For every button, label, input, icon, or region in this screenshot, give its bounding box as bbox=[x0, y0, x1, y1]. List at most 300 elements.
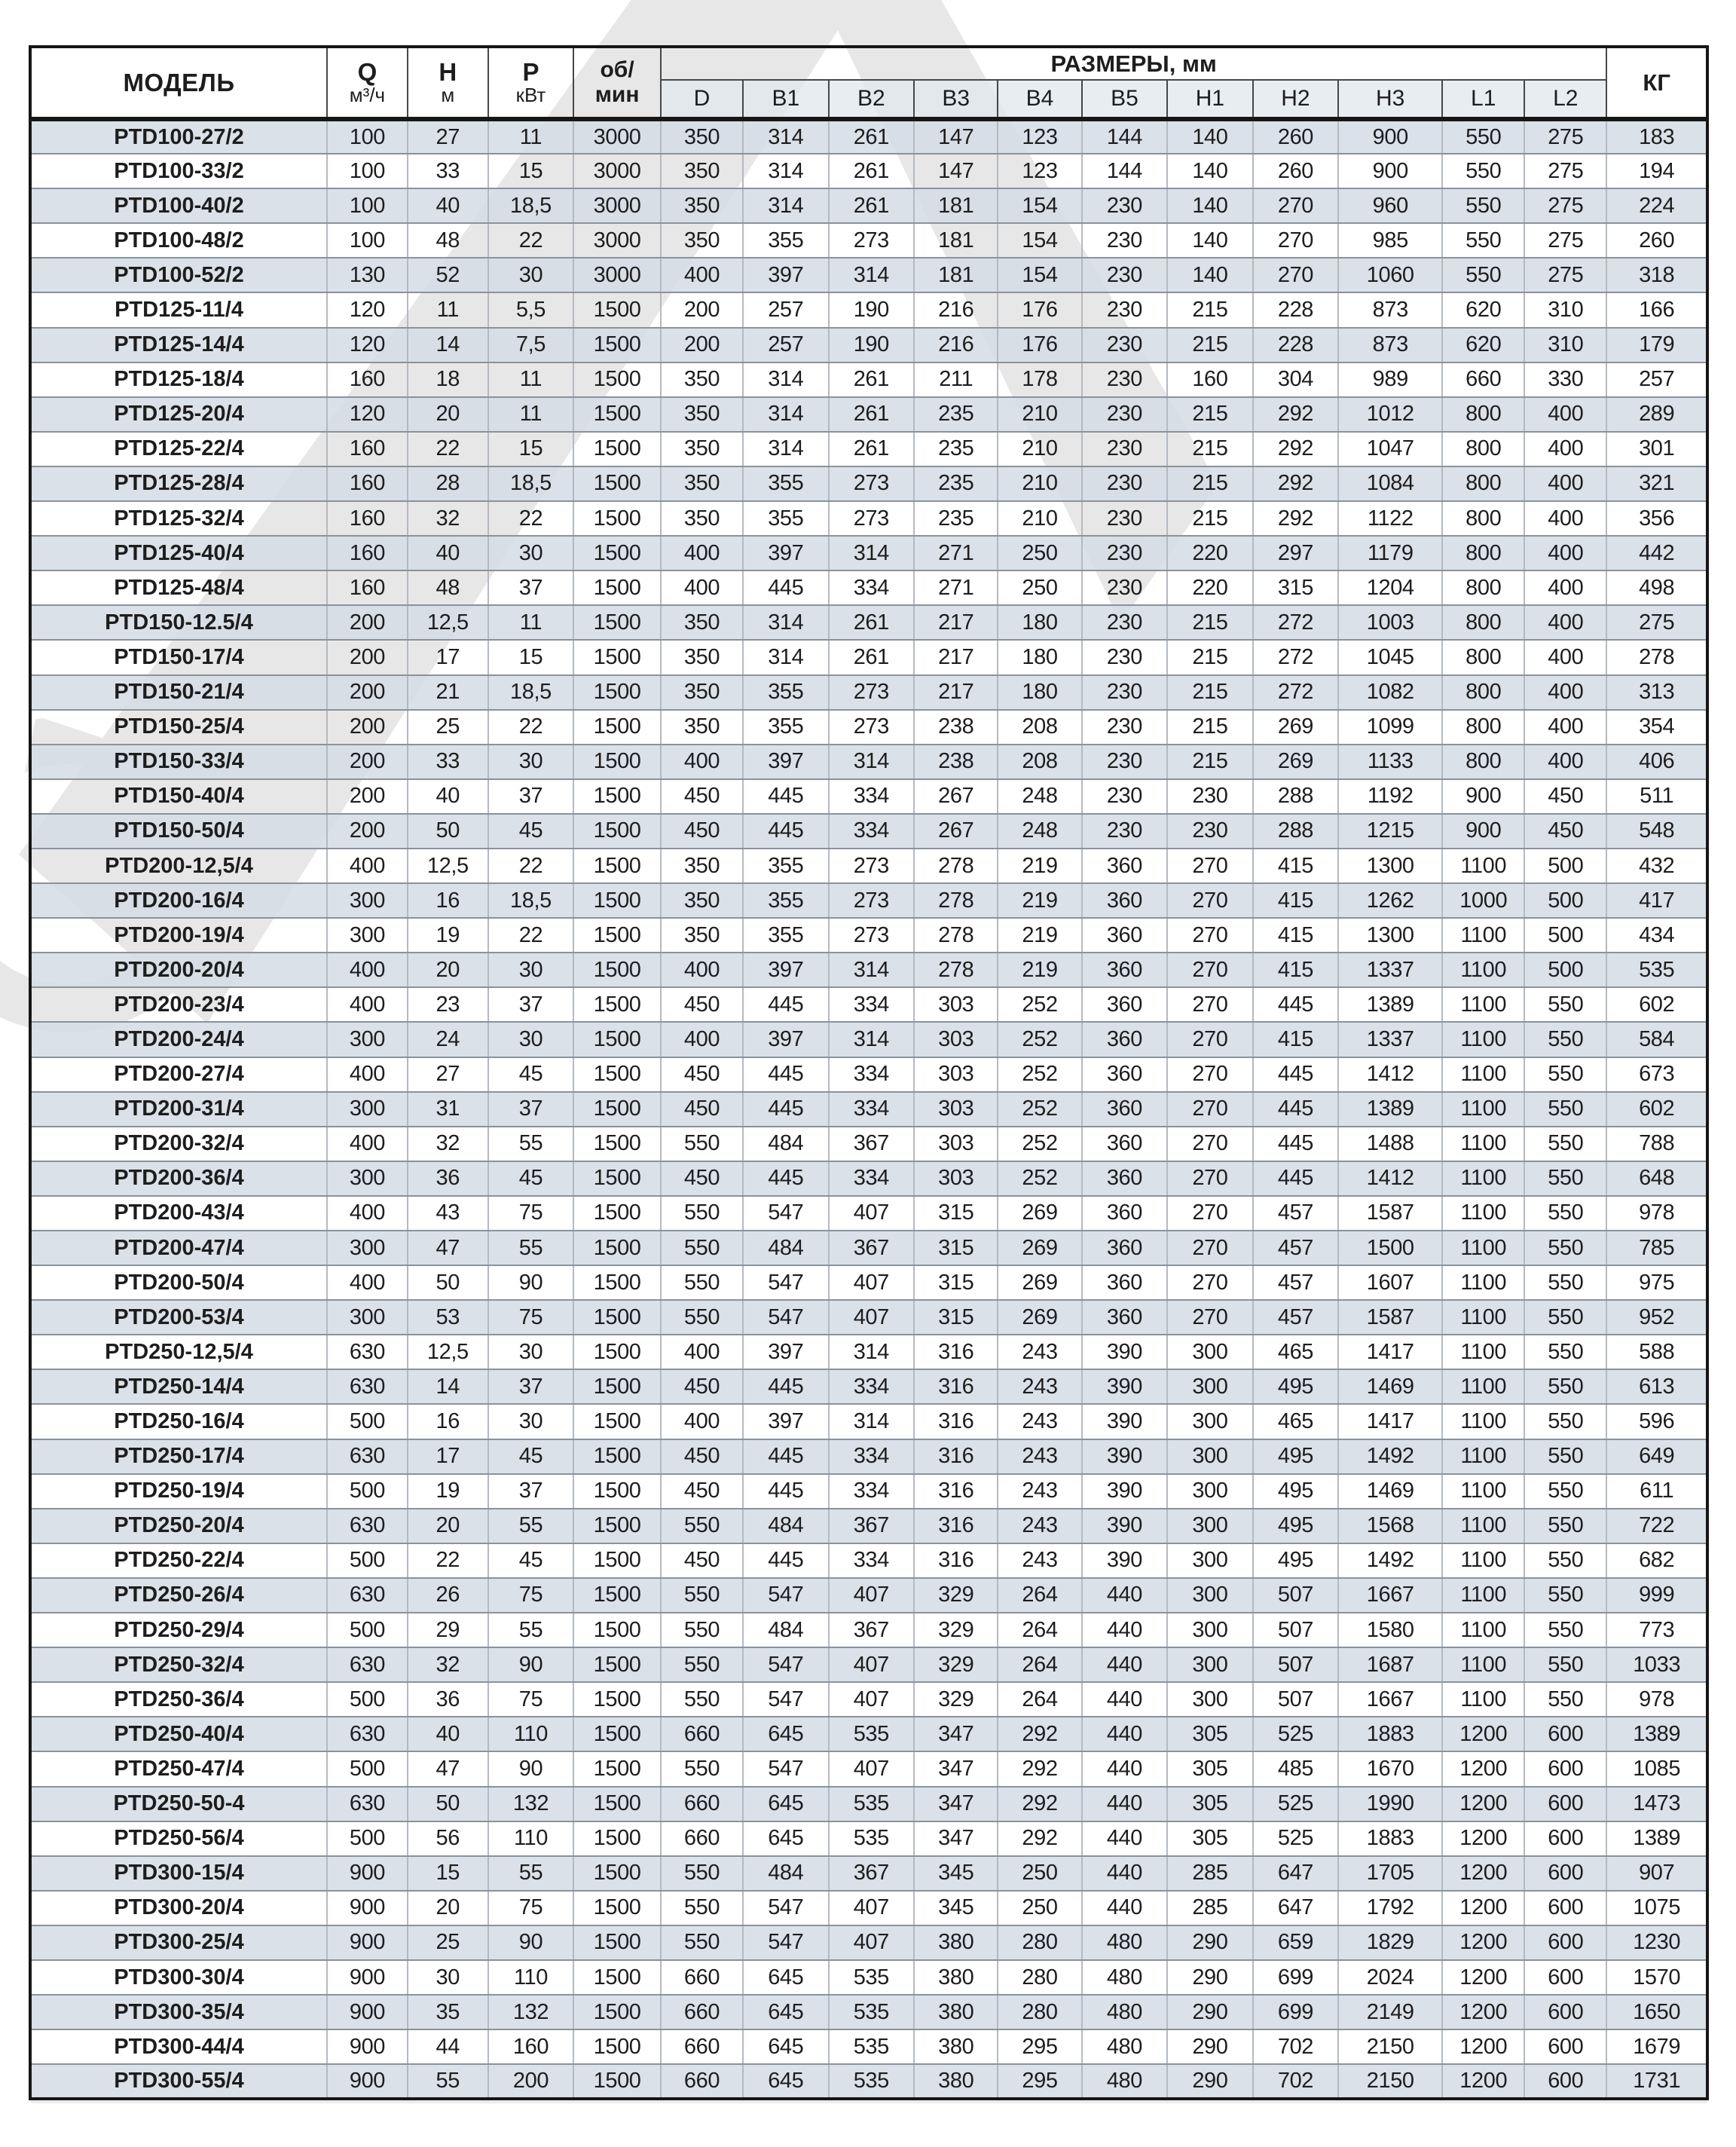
value-cell: 32 bbox=[408, 1647, 488, 1682]
table-row bbox=[30, 1196, 1707, 1231]
value-cell: 630 bbox=[327, 1717, 408, 1751]
value-cell: 45 bbox=[488, 1439, 574, 1474]
value-cell: 525 bbox=[1253, 1821, 1339, 1856]
value-cell: 289 bbox=[1606, 397, 1707, 432]
value-cell: 55 bbox=[488, 1231, 574, 1265]
value-cell: 450 bbox=[661, 1092, 743, 1127]
value-cell: 273 bbox=[829, 849, 915, 883]
value-cell: 252 bbox=[998, 1022, 1081, 1057]
value-cell: 535 bbox=[1606, 953, 1707, 987]
value-cell: 1500 bbox=[573, 1578, 661, 1613]
value-cell: 659 bbox=[1253, 1925, 1339, 1960]
value-cell: 355 bbox=[743, 710, 829, 745]
value-cell: 406 bbox=[1606, 745, 1707, 779]
value-cell: 630 bbox=[327, 1647, 408, 1682]
value-cell: 800 bbox=[1442, 466, 1524, 501]
value-cell: 110 bbox=[488, 1717, 574, 1751]
value-cell: 1500 bbox=[573, 1161, 661, 1196]
value-cell: 434 bbox=[1606, 918, 1707, 953]
value-cell: 75 bbox=[488, 1891, 574, 1925]
value-cell: 550 bbox=[1524, 1196, 1606, 1231]
table-row bbox=[30, 1057, 1707, 1092]
value-cell: 90 bbox=[488, 1647, 574, 1682]
value-cell: 190 bbox=[829, 292, 915, 327]
value-cell: 602 bbox=[1606, 987, 1707, 1022]
value-cell: 1500 bbox=[573, 466, 661, 501]
value-cell: 90 bbox=[488, 1265, 574, 1300]
value-cell: 660 bbox=[661, 2029, 743, 2064]
value-cell: 355 bbox=[743, 675, 829, 710]
value-cell: 620 bbox=[1442, 328, 1524, 362]
value-cell: 90 bbox=[488, 1925, 574, 1960]
value-cell: 230 bbox=[1082, 745, 1168, 779]
table-row bbox=[30, 570, 1707, 605]
value-cell: 390 bbox=[1082, 1439, 1168, 1474]
value-cell: 445 bbox=[743, 1543, 829, 1578]
value-cell: 228 bbox=[1253, 292, 1339, 327]
value-cell: 1670 bbox=[1338, 1751, 1442, 1786]
value-cell: 445 bbox=[743, 1161, 829, 1196]
value-cell: 252 bbox=[998, 987, 1081, 1022]
value-cell: 37 bbox=[488, 779, 574, 814]
value-cell: 495 bbox=[1253, 1369, 1339, 1404]
value-cell: 238 bbox=[914, 745, 998, 779]
value-cell: 318 bbox=[1606, 258, 1707, 292]
value-cell: 1417 bbox=[1338, 1335, 1442, 1369]
value-cell: 1100 bbox=[1442, 953, 1524, 987]
value-cell: 511 bbox=[1606, 779, 1707, 814]
value-cell: 800 bbox=[1442, 675, 1524, 710]
value-cell: 445 bbox=[743, 1474, 829, 1509]
value-cell: 400 bbox=[661, 953, 743, 987]
value-cell: 660 bbox=[661, 1960, 743, 1995]
h-symbol: Н bbox=[439, 57, 457, 86]
value-cell: 1100 bbox=[1442, 1404, 1524, 1439]
table-row bbox=[30, 918, 1707, 953]
value-cell: 1075 bbox=[1606, 1891, 1707, 1925]
value-cell: 215 bbox=[1167, 397, 1253, 432]
value-cell: 350 bbox=[661, 710, 743, 745]
value-cell: 445 bbox=[1253, 1161, 1339, 1196]
table-row bbox=[30, 1161, 1707, 1196]
value-cell: 500 bbox=[327, 1751, 408, 1786]
value-cell: 550 bbox=[1442, 119, 1524, 154]
value-cell: 316 bbox=[914, 1335, 998, 1369]
value-cell: 230 bbox=[1082, 292, 1168, 327]
value-cell: 267 bbox=[914, 814, 998, 849]
value-cell: 600 bbox=[1524, 2029, 1606, 2064]
value-cell: 301 bbox=[1606, 432, 1707, 466]
value-cell: 1412 bbox=[1338, 1161, 1442, 1196]
value-cell: 390 bbox=[1082, 1474, 1168, 1509]
table-row bbox=[30, 188, 1707, 223]
value-cell: 350 bbox=[661, 188, 743, 223]
value-cell: 22 bbox=[488, 223, 574, 258]
value-cell: 144 bbox=[1082, 119, 1168, 154]
value-cell: 270 bbox=[1167, 1057, 1253, 1092]
value-cell: 36 bbox=[408, 1682, 488, 1717]
value-cell: 123 bbox=[998, 154, 1081, 188]
value-cell: 183 bbox=[1606, 119, 1707, 154]
value-cell: 50 bbox=[408, 814, 488, 849]
table-row bbox=[30, 1682, 1707, 1717]
value-cell: 415 bbox=[1253, 953, 1339, 987]
value-cell: 230 bbox=[1082, 432, 1168, 466]
value-cell: 30 bbox=[488, 536, 574, 570]
table-row bbox=[30, 119, 1707, 154]
value-cell: 535 bbox=[829, 1821, 915, 1856]
value-cell: 407 bbox=[829, 1196, 915, 1231]
value-cell: 16 bbox=[408, 1404, 488, 1439]
value-cell: 1084 bbox=[1338, 466, 1442, 501]
value-cell: 445 bbox=[1253, 1127, 1339, 1161]
value-cell: 550 bbox=[1524, 1474, 1606, 1509]
value-cell: 261 bbox=[829, 119, 915, 154]
value-cell: 360 bbox=[1082, 883, 1168, 918]
value-cell: 334 bbox=[829, 1369, 915, 1404]
value-cell: 457 bbox=[1253, 1265, 1339, 1300]
value-cell: 15 bbox=[488, 432, 574, 466]
model-cell: PTD100-27/2 bbox=[30, 119, 327, 154]
value-cell: 440 bbox=[1082, 1717, 1168, 1751]
model-cell: PTD200-36/4 bbox=[30, 1161, 327, 1196]
value-cell: 1469 bbox=[1338, 1474, 1442, 1509]
value-cell: 507 bbox=[1253, 1613, 1339, 1647]
value-cell: 32 bbox=[408, 501, 488, 536]
value-cell: 321 bbox=[1606, 466, 1707, 501]
value-cell: 243 bbox=[998, 1439, 1081, 1474]
value-cell: 35 bbox=[408, 1995, 488, 2029]
value-cell: 1500 bbox=[573, 1682, 661, 1717]
value-cell: 215 bbox=[1167, 292, 1253, 327]
value-cell: 1500 bbox=[573, 1127, 661, 1161]
value-cell: 243 bbox=[998, 1404, 1081, 1439]
value-cell: 269 bbox=[998, 1196, 1081, 1231]
value-cell: 1100 bbox=[1442, 1335, 1524, 1369]
value-cell: 270 bbox=[1167, 1265, 1253, 1300]
value-cell: 7,5 bbox=[488, 328, 574, 362]
value-cell: 314 bbox=[829, 1335, 915, 1369]
value-cell: 407 bbox=[829, 1751, 915, 1786]
value-cell: 1500 bbox=[573, 292, 661, 327]
model-cell: PTD150-40/4 bbox=[30, 779, 327, 814]
value-cell: 11 bbox=[488, 605, 574, 640]
value-cell: 243 bbox=[998, 1509, 1081, 1543]
value-cell: 334 bbox=[829, 1543, 915, 1578]
value-cell: 355 bbox=[743, 883, 829, 918]
value-cell: 200 bbox=[327, 675, 408, 710]
value-cell: 45 bbox=[488, 1161, 574, 1196]
value-cell: 390 bbox=[1082, 1369, 1168, 1404]
value-cell: 270 bbox=[1167, 987, 1253, 1022]
model-cell: PTD300-55/4 bbox=[30, 2064, 327, 2099]
value-cell: 292 bbox=[1253, 397, 1339, 432]
value-cell: 22 bbox=[488, 710, 574, 745]
value-cell: 316 bbox=[914, 1474, 998, 1509]
value-cell: 600 bbox=[1524, 1995, 1606, 2029]
value-cell: 500 bbox=[1524, 918, 1606, 953]
value-cell: 1500 bbox=[573, 536, 661, 570]
value-cell: 648 bbox=[1606, 1161, 1707, 1196]
value-cell: 450 bbox=[661, 1543, 743, 1578]
table-row bbox=[30, 814, 1707, 849]
model-cell: PTD200-12,5/4 bbox=[30, 849, 327, 883]
value-cell: 547 bbox=[743, 1265, 829, 1300]
model-cell: PTD250-16/4 bbox=[30, 1404, 327, 1439]
value-cell: 600 bbox=[1524, 1821, 1606, 1856]
value-cell: 278 bbox=[1606, 640, 1707, 674]
value-cell: 400 bbox=[1524, 432, 1606, 466]
value-cell: 48 bbox=[408, 570, 488, 605]
value-cell: 300 bbox=[1167, 1369, 1253, 1404]
value-cell: 261 bbox=[829, 605, 915, 640]
value-cell: 400 bbox=[1524, 675, 1606, 710]
value-cell: 397 bbox=[743, 258, 829, 292]
value-cell: 300 bbox=[1167, 1613, 1253, 1647]
value-cell: 1337 bbox=[1338, 953, 1442, 987]
value-cell: 1500 bbox=[573, 1196, 661, 1231]
value-cell: 367 bbox=[829, 1856, 915, 1891]
value-cell: 267 bbox=[914, 779, 998, 814]
table-row bbox=[30, 987, 1707, 1022]
value-cell: 645 bbox=[743, 1717, 829, 1751]
value-cell: 367 bbox=[829, 1509, 915, 1543]
value-cell: 800 bbox=[1442, 605, 1524, 640]
value-cell: 360 bbox=[1082, 849, 1168, 883]
table-row bbox=[30, 1404, 1707, 1439]
column-header-p bbox=[488, 47, 574, 119]
value-cell: 1389 bbox=[1338, 987, 1442, 1022]
table-row bbox=[30, 710, 1707, 745]
value-cell: 800 bbox=[1442, 501, 1524, 536]
value-cell: 550 bbox=[1524, 1127, 1606, 1161]
value-cell: 32 bbox=[408, 1127, 488, 1161]
value-cell: 550 bbox=[1442, 154, 1524, 188]
value-cell: 275 bbox=[1524, 258, 1606, 292]
value-cell: 1100 bbox=[1442, 1161, 1524, 1196]
value-cell: 1003 bbox=[1338, 605, 1442, 640]
model-cell: PTD300-44/4 bbox=[30, 2029, 327, 2064]
model-cell: PTD125-11/4 bbox=[30, 292, 327, 327]
value-cell: 16 bbox=[408, 883, 488, 918]
value-cell: 305 bbox=[1167, 1787, 1253, 1821]
value-cell: 347 bbox=[914, 1717, 998, 1751]
value-cell: 722 bbox=[1606, 1509, 1707, 1543]
value-cell: 176 bbox=[998, 292, 1081, 327]
value-cell: 300 bbox=[327, 918, 408, 953]
value-cell: 292 bbox=[998, 1821, 1081, 1856]
value-cell: 550 bbox=[1524, 1682, 1606, 1717]
model-cell: PTD250-26/4 bbox=[30, 1578, 327, 1613]
value-cell: 200 bbox=[661, 292, 743, 327]
value-cell: 500 bbox=[1524, 883, 1606, 918]
value-cell: 1100 bbox=[1442, 1543, 1524, 1578]
value-cell: 230 bbox=[1082, 466, 1168, 501]
value-cell: 380 bbox=[914, 1925, 998, 1960]
value-cell: 278 bbox=[914, 883, 998, 918]
value-cell: 75 bbox=[488, 1196, 574, 1231]
value-cell: 550 bbox=[1524, 1335, 1606, 1369]
value-cell: 485 bbox=[1253, 1751, 1339, 1786]
value-cell: 132 bbox=[488, 1787, 574, 1821]
value-cell: 600 bbox=[1524, 1717, 1606, 1751]
value-cell: 45 bbox=[488, 1543, 574, 1578]
value-cell: 1500 bbox=[573, 1022, 661, 1057]
value-cell: 355 bbox=[743, 501, 829, 536]
value-cell: 140 bbox=[1167, 154, 1253, 188]
model-cell: PTD250-29/4 bbox=[30, 1613, 327, 1647]
value-cell: 360 bbox=[1082, 1300, 1168, 1335]
value-cell: 314 bbox=[829, 536, 915, 570]
value-cell: 1200 bbox=[1442, 1925, 1524, 1960]
value-cell: 550 bbox=[1524, 1369, 1606, 1404]
value-cell: 176 bbox=[998, 328, 1081, 362]
value-cell: 350 bbox=[661, 849, 743, 883]
value-cell: 1100 bbox=[1442, 849, 1524, 883]
value-cell: 1100 bbox=[1442, 1092, 1524, 1127]
table-row bbox=[30, 1891, 1707, 1925]
size-column-header-h1: H1 bbox=[1167, 80, 1253, 119]
value-cell: 480 bbox=[1082, 1925, 1168, 1960]
value-cell: 440 bbox=[1082, 1891, 1168, 1925]
value-cell: 297 bbox=[1253, 536, 1339, 570]
value-cell: 270 bbox=[1253, 258, 1339, 292]
value-cell: 873 bbox=[1338, 328, 1442, 362]
model-cell: PTD250-56/4 bbox=[30, 1821, 327, 1856]
model-cell: PTD300-35/4 bbox=[30, 1995, 327, 2029]
value-cell: 873 bbox=[1338, 292, 1442, 327]
value-cell: 278 bbox=[914, 849, 998, 883]
value-cell: 23 bbox=[408, 987, 488, 1022]
value-cell: 450 bbox=[661, 1474, 743, 1509]
value-cell: 264 bbox=[998, 1682, 1081, 1717]
value-cell: 292 bbox=[1253, 501, 1339, 536]
model-cell: PTD250-50-4 bbox=[30, 1787, 327, 1821]
value-cell: 334 bbox=[829, 814, 915, 849]
value-cell: 400 bbox=[327, 987, 408, 1022]
value-cell: 248 bbox=[998, 814, 1081, 849]
value-cell: 380 bbox=[914, 2064, 998, 2099]
model-cell: PTD200-20/4 bbox=[30, 953, 327, 987]
value-cell: 1667 bbox=[1338, 1682, 1442, 1717]
value-cell: 216 bbox=[914, 292, 998, 327]
value-cell: 647 bbox=[1253, 1856, 1339, 1891]
value-cell: 257 bbox=[743, 292, 829, 327]
value-cell: 360 bbox=[1082, 1022, 1168, 1057]
model-cell: PTD250-47/4 bbox=[30, 1751, 327, 1786]
value-cell: 248 bbox=[998, 779, 1081, 814]
value-cell: 12,5 bbox=[408, 1335, 488, 1369]
model-cell: PTD150-25/4 bbox=[30, 710, 327, 745]
value-cell: 350 bbox=[661, 154, 743, 188]
value-cell: 200 bbox=[327, 640, 408, 674]
value-cell: 1100 bbox=[1442, 1057, 1524, 1092]
value-cell: 1500 bbox=[573, 779, 661, 814]
model-cell: PTD150-21/4 bbox=[30, 675, 327, 710]
value-cell: 1100 bbox=[1442, 1647, 1524, 1682]
model-cell: PTD100-40/2 bbox=[30, 188, 327, 223]
value-cell: 19 bbox=[408, 918, 488, 953]
p-unit: кВт bbox=[515, 84, 546, 107]
value-cell: 132 bbox=[488, 1995, 574, 2029]
value-cell: 550 bbox=[1524, 987, 1606, 1022]
value-cell: 110 bbox=[488, 1960, 574, 1995]
value-cell: 535 bbox=[829, 2064, 915, 2099]
value-cell: 230 bbox=[1082, 640, 1168, 674]
value-cell: 550 bbox=[1524, 1022, 1606, 1057]
value-cell: 314 bbox=[829, 745, 915, 779]
value-cell: 230 bbox=[1082, 710, 1168, 745]
value-cell: 400 bbox=[327, 1127, 408, 1161]
value-cell: 397 bbox=[743, 1022, 829, 1057]
model-cell: PTD100-48/2 bbox=[30, 223, 327, 258]
value-cell: 303 bbox=[914, 987, 998, 1022]
table-row bbox=[30, 328, 1707, 362]
value-cell: 215 bbox=[1167, 675, 1253, 710]
value-cell: 334 bbox=[829, 1474, 915, 1509]
value-cell: 50 bbox=[408, 1787, 488, 1821]
table-row bbox=[30, 883, 1707, 918]
value-cell: 5,5 bbox=[488, 292, 574, 327]
column-header-rpm bbox=[573, 47, 661, 119]
value-cell: 450 bbox=[661, 1057, 743, 1092]
value-cell: 550 bbox=[661, 1856, 743, 1891]
value-cell: 288 bbox=[1253, 779, 1339, 814]
value-cell: 140 bbox=[1167, 258, 1253, 292]
value-cell: 30 bbox=[488, 1022, 574, 1057]
value-cell: 407 bbox=[829, 1578, 915, 1613]
model-cell: PTD200-16/4 bbox=[30, 883, 327, 918]
value-cell: 550 bbox=[1442, 258, 1524, 292]
value-cell: 400 bbox=[1524, 501, 1606, 536]
value-cell: 407 bbox=[829, 1265, 915, 1300]
value-cell: 329 bbox=[914, 1647, 998, 1682]
model-cell: PTD200-24/4 bbox=[30, 1022, 327, 1057]
value-cell: 178 bbox=[998, 362, 1081, 397]
value-cell: 660 bbox=[661, 1717, 743, 1751]
value-cell: 500 bbox=[327, 1821, 408, 1856]
model-cell: PTD125-14/4 bbox=[30, 328, 327, 362]
value-cell: 40 bbox=[408, 1717, 488, 1751]
value-cell: 215 bbox=[1167, 328, 1253, 362]
value-cell: 1500 bbox=[573, 1821, 661, 1856]
table-row bbox=[30, 1856, 1707, 1891]
value-cell: 261 bbox=[829, 362, 915, 397]
value-cell: 900 bbox=[1338, 119, 1442, 154]
p-symbol: Р bbox=[522, 57, 539, 86]
value-cell: 630 bbox=[327, 1509, 408, 1543]
value-cell: 270 bbox=[1167, 1231, 1253, 1265]
value-cell: 270 bbox=[1167, 1127, 1253, 1161]
value-cell: 360 bbox=[1082, 918, 1168, 953]
value-cell: 217 bbox=[914, 675, 998, 710]
value-cell: 550 bbox=[661, 1751, 743, 1786]
value-cell: 211 bbox=[914, 362, 998, 397]
value-cell: 989 bbox=[1338, 362, 1442, 397]
value-cell: 1200 bbox=[1442, 1960, 1524, 1995]
value-cell: 154 bbox=[998, 188, 1081, 223]
value-cell: 215 bbox=[1167, 745, 1253, 779]
value-cell: 30 bbox=[488, 1335, 574, 1369]
table-row bbox=[30, 605, 1707, 640]
value-cell: 400 bbox=[661, 258, 743, 292]
table-row bbox=[30, 1300, 1707, 1335]
value-cell: 2024 bbox=[1338, 1960, 1442, 1995]
value-cell: 978 bbox=[1606, 1682, 1707, 1717]
value-cell: 400 bbox=[661, 570, 743, 605]
value-cell: 160 bbox=[327, 501, 408, 536]
value-cell: 273 bbox=[829, 918, 915, 953]
